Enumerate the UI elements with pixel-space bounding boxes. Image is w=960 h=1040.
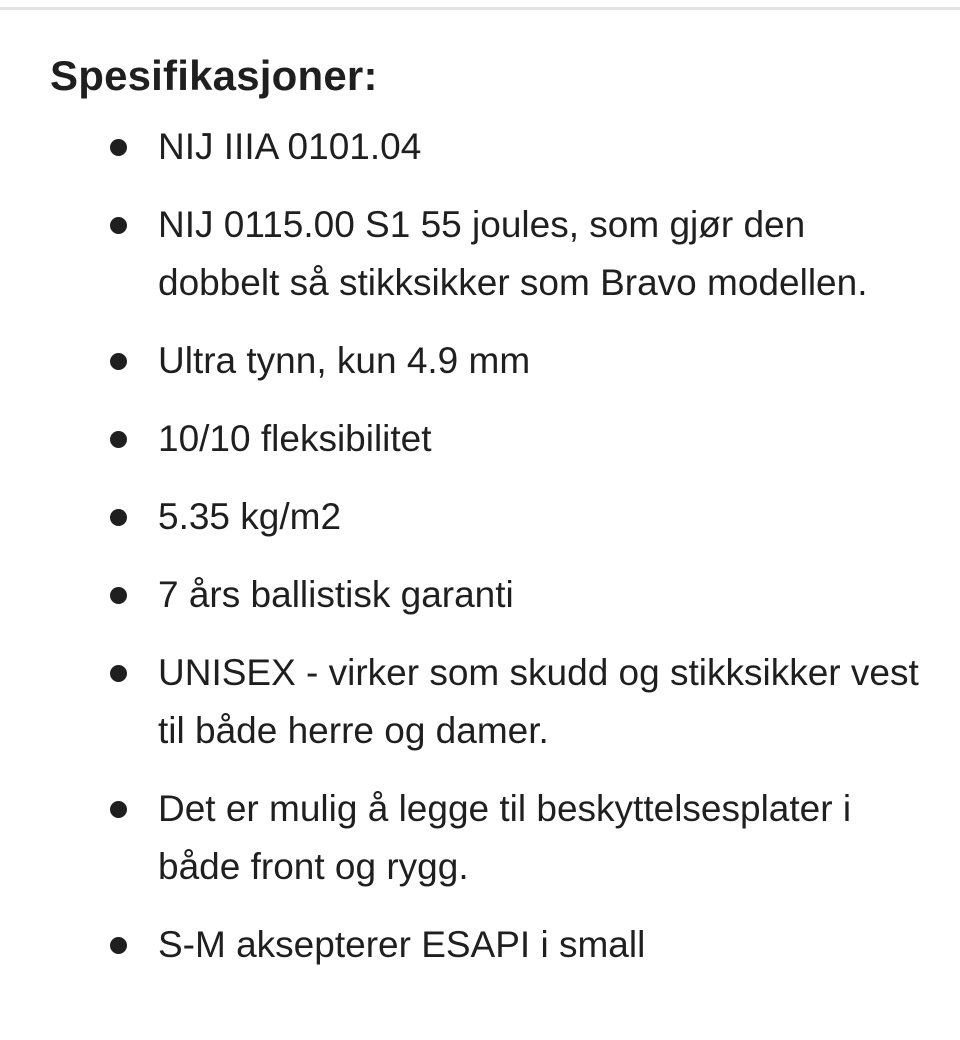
bullet-icon (110, 139, 127, 156)
spec-item-stab-rating (0, 196, 960, 312)
specifications-heading: Spesifikasjoner: (50, 52, 378, 99)
bullet-icon (110, 587, 127, 604)
spec-item-unisex (0, 644, 960, 760)
spec-item-warranty (0, 566, 960, 624)
specifications-list (0, 118, 960, 994)
spec-item-text: 5.35 kg/m2 (158, 496, 342, 537)
bullet-icon (110, 937, 127, 954)
bullet-icon (110, 431, 127, 448)
spec-item-nij-iiia (0, 118, 960, 176)
spec-item-text: S-M aksepterer ESAPI i small (158, 924, 646, 965)
spec-item-text: UNISEX - virker som skudd og stikksikker vest til både herre og damer. (158, 652, 919, 751)
spec-item-weight (0, 488, 960, 546)
spec-item-flexibility (0, 410, 960, 468)
spec-item-text: 7 års ballistisk garanti (158, 574, 514, 615)
spec-item-thickness (0, 332, 960, 390)
spec-item-text: NIJ IIIA 0101.04 (158, 126, 422, 167)
spec-item-esapi (0, 916, 960, 974)
bullet-icon (110, 665, 127, 682)
spec-item-plates (0, 780, 960, 896)
spec-item-text: NIJ 0115.00 S1 55 joules, som gjør den dobbelt så stikksikker som Bravo modellen. (158, 204, 868, 303)
bullet-icon (110, 217, 127, 234)
spec-item-text: Ultra tynn, kun 4.9 mm (158, 340, 531, 381)
bullet-icon (110, 801, 127, 818)
spec-item-text: 10/10 fleksibilitet (158, 418, 432, 459)
top-divider (0, 0, 960, 10)
spec-item-text: Det er mulig å legge til beskyttelsesplater i både front og rygg. (158, 788, 852, 887)
bullet-icon (110, 509, 127, 526)
bullet-icon (110, 353, 127, 370)
